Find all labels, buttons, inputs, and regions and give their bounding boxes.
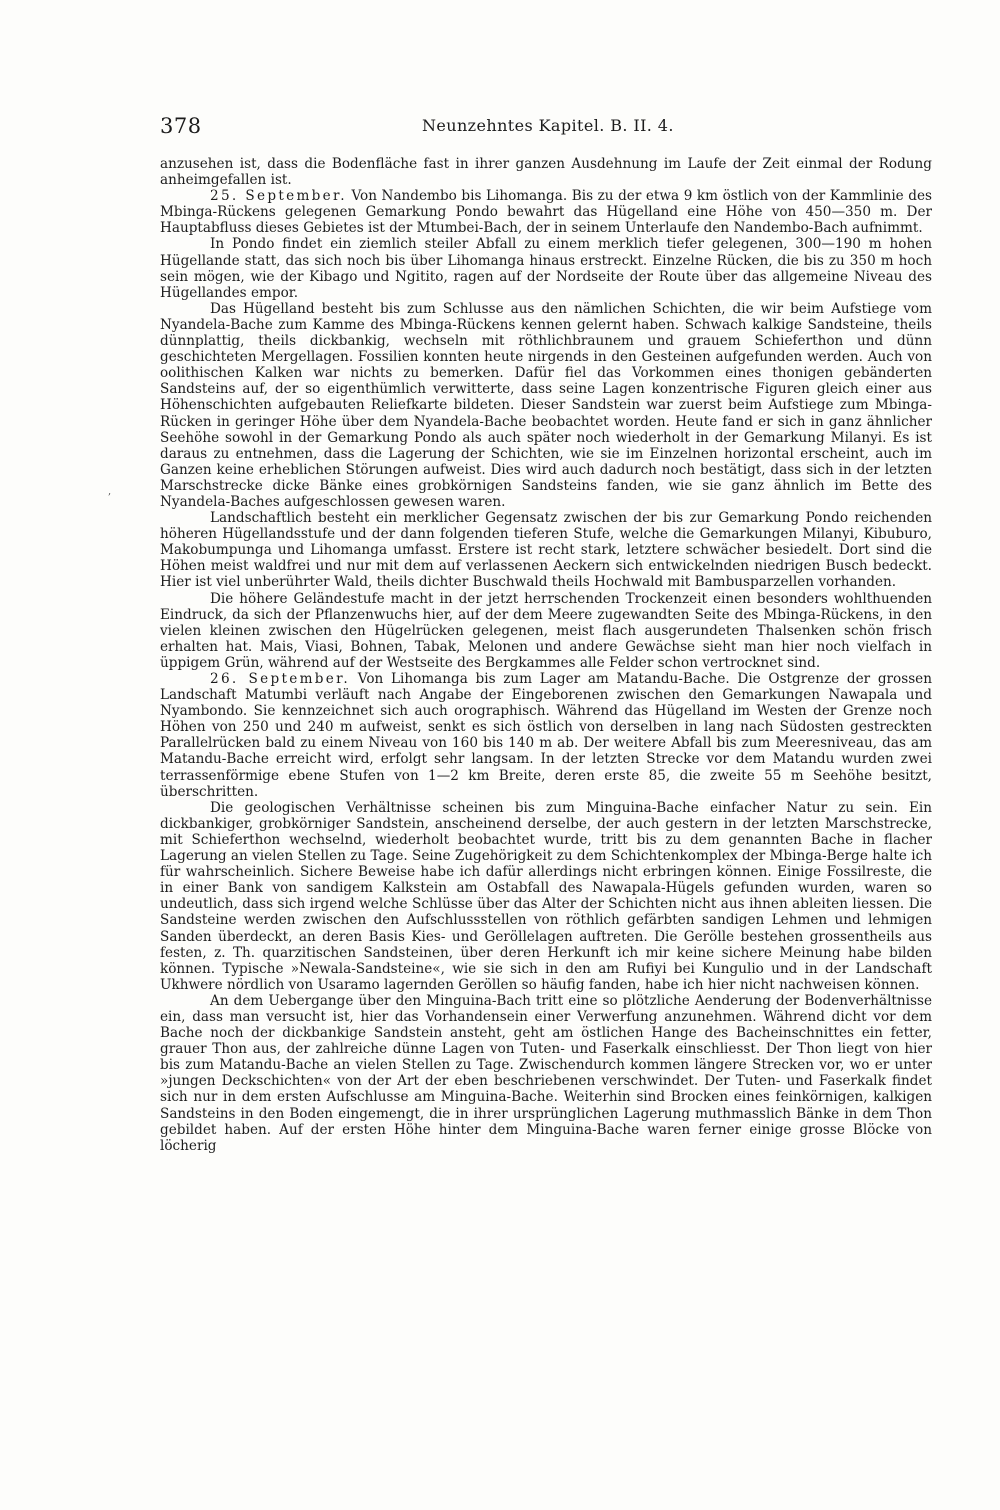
body-text [160,156,932,1154]
paragraph-text: Die höhere Geländestufe macht in der jetzt herrschenden Trockenzeit einen besonders wohlthuenden Eindruck, da sich der Pflanzenwuchs hier, auf der dem Meere zugewandten Seite des Mbinga-Rückens, in den vielen kleinen zwischen den Hügelrücken gelegenen, meist flach ausgerundeten Thalsenken schön frisch erhalten hat. Mais, Viasi, Bohnen, Tabak, Melonen und andere Gewächse sieht man hier noch vielfach in üppigem Grün, während auf der Westseite des Bergkammes alle Felder schon vertrocknet sind. [160,590,932,671]
entry-date: 26. September. [210,671,351,687]
paragraph [160,301,932,510]
entry-date: 25. September. [210,188,347,205]
running-head: Neunzehntes Kapitel. B. II. 4. [422,116,674,135]
paragraph-text: anzusehen ist, dass die Bodenfläche fast in ihrer ganzen Ausdehnung im Laufe der Zeit einmal der Rodung anheimgefallen ist. [160,156,932,189]
margin-mark: , [108,486,112,497]
paragraph [160,156,932,188]
paragraph-text: Die geologischen Verhältnisse scheinen bis zum Minguina-Bache einfacher Natur zu sein. Ein dickbankiger, grobkörniger Sandstein, anscheinend derselbe, der auch gestern in der letzten Marschstrecke, mit Schieferthon wechselnd, wiederholt beobachtet wurde, tritt bis zu dem genannten Bache in flacher Lagerung an vielen Stellen zu Tage. Seine Zugehörigkeit zu dem Schichtenkomplex der Mbinga-Berge halte ich für wahrscheinlich. Sichere Beweise habe ich dafür allerdings nicht erbringen können. Einige Fossilreste, die in einer Bank von sandigem Kalkstein am Ostabfall des Nawapala-Hügels gefunden wurden, waren so undeutlich, dass sich irgend welche Schlüsse über das Alter der Schichten nicht aus ihnen ableiten liessen. Die Sandsteine werden zwischen den Aufschlussstellen von röthlich gefärbten sandigen Lehmen und lehmigen Sanden überdeckt, an deren Basis Kies- und Geröllelagen auftreten. Die Gerölle bestehen grossentheils aus festen, z. Th. quarzitischen Sandsteinen, über deren Herkunft ich mir keine sichere Meinung habe bilden können. Typische »Newala-Sandsteine«, wie sie sich in den am Rufiyi bei Kungulio und in der Landschaft Ukhwere nördlich von Usaramo lagernden Geröllen so häufig fanden, habe ich hier nicht nachweisen können. [160,799,932,993]
paragraph-text: Von Lihomanga bis zum Lager am Matandu-Bache. Die Ostgrenze der grossen Landschaft Matumbi verläuft nach Angabe der Eingeborenen zwischen den Gemarkungen Nawapala und Nyambondo. Sie kennzeichnet sich auch orographisch. Während das Hügelland im Westen der Grenze noch Höhen von 250 und 240 m aufweist, senkt es sich östlich von derselben in lang nach Südosten gestreckten Parallelrücken bald zu einem Niveau von 160 bis 140 m ab. Der weitere Abfall bis zum Meeresniveau, das am Matandu-Bache erreicht wird, erfolgt sehr langsam. In der letzten Strecke vor dem Matandu wurden zwei terrassenförmige ebene Stufen von 1—2 km Breite, deren erste 85, die zweite 55 m Seehöhe besitzt, überschritten. [160,671,932,800]
paragraph [160,510,932,590]
paragraph-text: In Pondo findet ein ziemlich steiler Abfall zu einem merklich tiefer gelegenen, 300—190 m hohen Hügellande statt, das sich noch bis über Lihomanga hinaus erstreckt. Einzelne Rücken, die bis zu 350 m hoch sein mögen, wie der Kibago und Ngitito, ragen auf der Nordseite der Route über das allgemeine Niveau des Hügellandes empor. [160,236,932,301]
paragraph-text: An dem Uebergange über den Minguina-Bach tritt eine so plötzliche Aenderung der Bodenverhältnisse ein, dass man versucht ist, hier das Vorhandensein einer Verwerfung anzunehmen. Während dicht vor dem Bache noch der dickbankige Sandstein ansteht, geht am östlichen Hange des Bacheinschnittes ein fetter, grauer Thon aus, der zahlreiche dünne Lagen von Tuten- und Faserkalk einschliesst. Der Thon liegt von hier bis zum Matandu-Bache an vielen Stellen zu Tage. Zwischendurch kommen längere Strecken vor, wo er unter »jungen Deckschichten« von der Art der eben beschriebenen verschwindet. Der Tuten- und Faserkalk findet sich nur in dem ersten Aufschlusse am Minguina-Bache. Weiterhin sind Brocken eines feinkörnigen, kalkigen Sandsteins in den Boden eingemengt, die in ihrer ursprünglichen Lagerung muthmasslich Bänke in dem Thon gebildet haben. Auf der ersten Höhe hinter dem Minguina-Bache waren ferner einige grosse Blöcke von löcherig [160,992,932,1154]
paragraph [160,671,932,800]
paragraph [160,591,932,671]
paragraph [160,993,932,1154]
paragraph [160,188,932,236]
paragraph-text: Landschaftlich besteht ein merklicher Gegensatz zwischen der bis zur Gemarkung Pondo reichenden höheren Hügellandsstufe und der dann folgenden tieferen Stufe, welche die Gemarkungen Milanyi, Kibuburo, Makobumpunga und Lihomanga umfasst. Erstere ist recht stark, letztere schwächer besiedelt. Dort sind die Höhen meist waldfrei und nur mit dem auf verlassenen Aeckern sich entwickelnden niedrigen Busch bedeckt. Hier ist viel unberührter Wald, theils dichter Buschwald theils Hochwald mit Bambusparzellen vorhanden. [160,510,932,591]
paragraph [160,236,932,300]
paragraph-text: Von Nandembo bis Lihomanga. Bis zu der etwa 9 km östlich von der Kammlinie des Mbinga-Rückens gelegenen Gemarkung Pondo bewahrt das Hügelland eine Höhe von 450—350 m. Der Hauptabfluss dieses Gebietes ist der Mtumbei-Bach, der in seinem Unterlaufe den Nandembo-Bach aufnimmt. [160,188,932,237]
page-number: 378 [160,114,202,138]
paragraph-text: Das Hügelland besteht bis zum Schlusse aus den nämlichen Schichten, die wir beim Aufstiege vom Nyandela-Bache zum Kamme des Mbinga-Rückens kennen gelernt haben. Schwach kalkige Sandsteine, theils dünnplattig, theils dickbankig, wechseln mit röthlichbraunem und grauem Schieferthon und dünn geschichteten Mergellagen. Fossilien konnten heute nirgends in den Gesteinen aufgefunden werden. Auch von oolithischen Kalken war nichts zu bemerken. Dafür fiel das Vorkommen eines thonigen gebänderten Sandsteins auf, der so eigenthümlich verwitterte, dass seine Lagen konzentrische Figuren gleich einer aus Höhenschichten aufgebauten Reliefkarte bildeten. Dieser Sandstein war zuerst beim Aufstiege zum Mbinga-Rücken in geringer Höhe über dem Nyandela-Bache beobachtet worden. Heute fand er sich in ganz ähnlicher Seehöhe sowohl in der Gemarkung Pondo als auch später noch wiederholt in der Gemarkung Milanyi. Es ist daraus zu entnehmen, dass die Lagerung der Schichten, wie sie im Einzelnen horizontal erscheint, auch im Ganzen keine erheblichen Störungen aufweist. Dies wird auch dadurch noch bestätigt, dass sich in der letzten Marschstrecke dicke Bänke eines grobkörnigen Sandsteins fanden, wie sie ganz ähnlich im Bette des Nyandela-Baches aufgeschlossen gewesen waren. [160,300,932,510]
paragraph [160,800,932,993]
page-header [160,114,932,138]
